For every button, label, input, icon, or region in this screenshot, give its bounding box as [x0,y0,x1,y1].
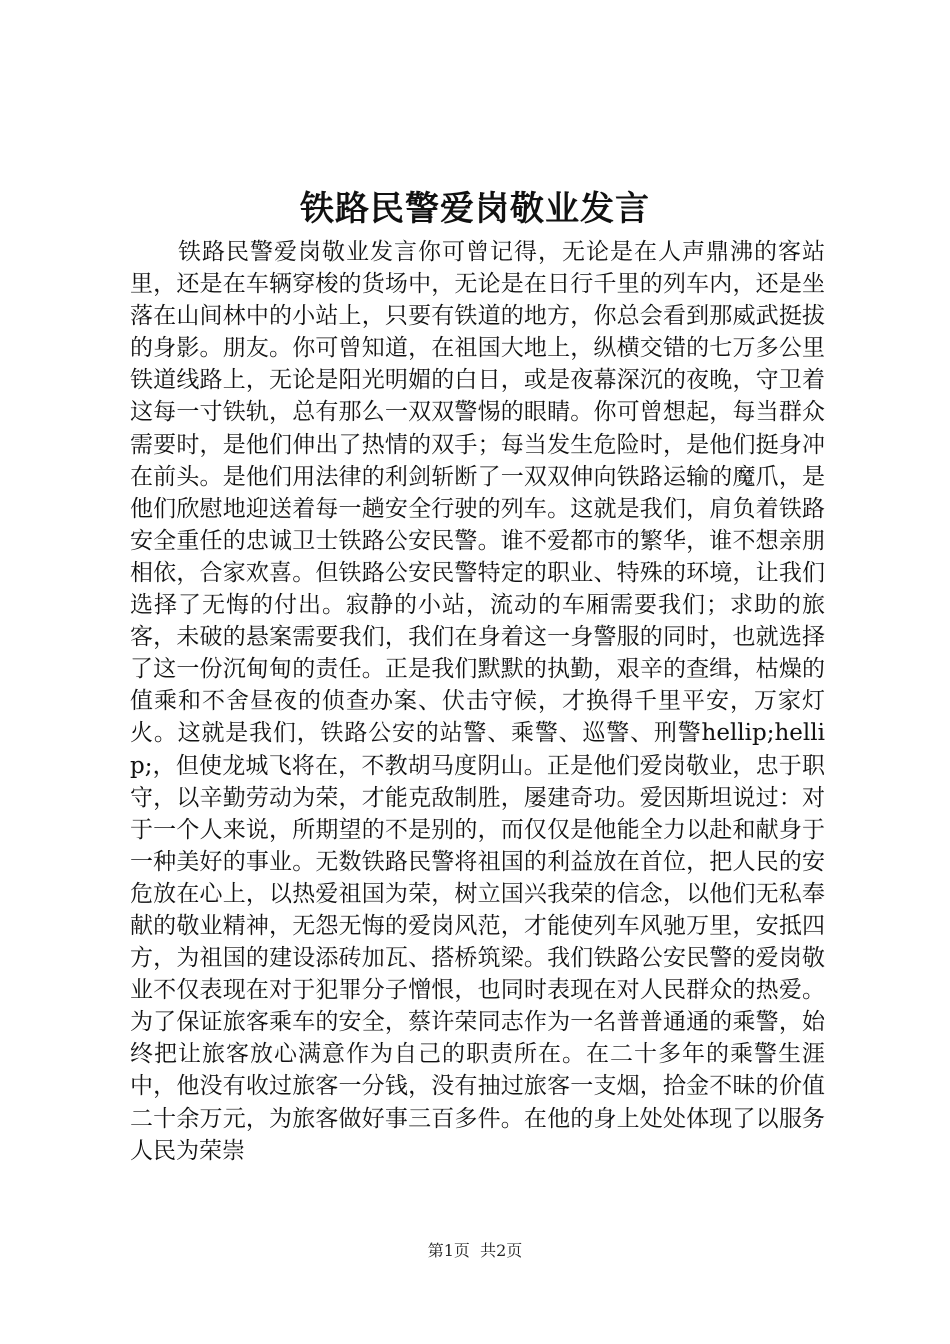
document-body-paragraph: 铁路民警爱岗敬业发言你可曾记得，无论是在人声鼎沸的客站里，还是在车辆穿梭的货场中，无论是在日行千里的列车内，还是坐落在山间林中的小站上，只要有铁道的地方，你总会看到那威武挺拔的身影。朋友。你可曾知道，在祖国大地上，纵横交错的七万多公里铁道线路上，无论是阳光明媚的白日，或是夜幕深沉的夜晚，守卫着这每一寸铁轨，总有那么一双双警惕的眼睛。你可曾想起，每当群众需要时，是他们伸出了热情的双手；每当发生危险时，是他们挺身冲在前头。是他们用法律的利剑斩断了一双双伸向铁路运输的魔爪，是他们欣慰地迎送着每一趟安全行驶的列车。这就是我们，肩负着铁路安全重任的忠诚卫士铁路公安民警。谁不爱都市的繁华，谁不想亲朋相依，合家欢喜。但铁路公安民警特定的职业、特殊的环境，让我们选择了无悔的付出。寂静的小站，流动的车厢需要我们；求助的旅客，未破的悬案需要我们，我们在身着这一身警服的同时，也就选择了这一份沉甸甸的责任。正是我们默默的执勤，艰辛的查缉，枯燥的值乘和不舍昼夜的侦查办案、伏击守候，才换得千里平安，万家灯火。这就是我们，铁路公安的站警、乘警、巡警、刑警hellip;hellip;，但使龙城飞将在，不教胡马度阴山。正是他们爱岗敬业，忠于职守，以辛勤劳动为荣，才能克敌制胜，屡建奇功。爱因斯坦说过：对于一个人来说，所期望的不是别的，而仅仅是他能全力以赴和献身于一种美好的事业。无数铁路民警将祖国的利益放在首位，把人民的安危放在心上，以热爱祖国为荣，树立国兴我荣的信念，以他们无私奉献的敬业精神，无怨无悔的爱岗风范，才能使列车风驰万里，安抵四方，为祖国的建设添砖加瓦、搭桥筑梁。我们铁路公安民警的爱岗敬业不仅表现在对于犯罪分子憎恨，也同时表现在对人民群众的热爱。为了保证旅客乘车的安全，蔡许荣同志作为一名普普通通的乘警，始终把让旅客放心满意作为自己的职责所在。在二十多年的乘警生涯中，他没有收过旅客一分钱，没有抽过旅客一支烟，拾金不昧的价值二十余万元，为旅客做好事三百多件。在他的身上处处体现了以服务人民为荣崇 [130,239,825,1164]
page-footer [0,1240,950,1262]
document-title: 铁路民警爱岗敬业发言 [300,189,650,229]
page-number: 第1页 共2页 [427,1241,523,1260]
